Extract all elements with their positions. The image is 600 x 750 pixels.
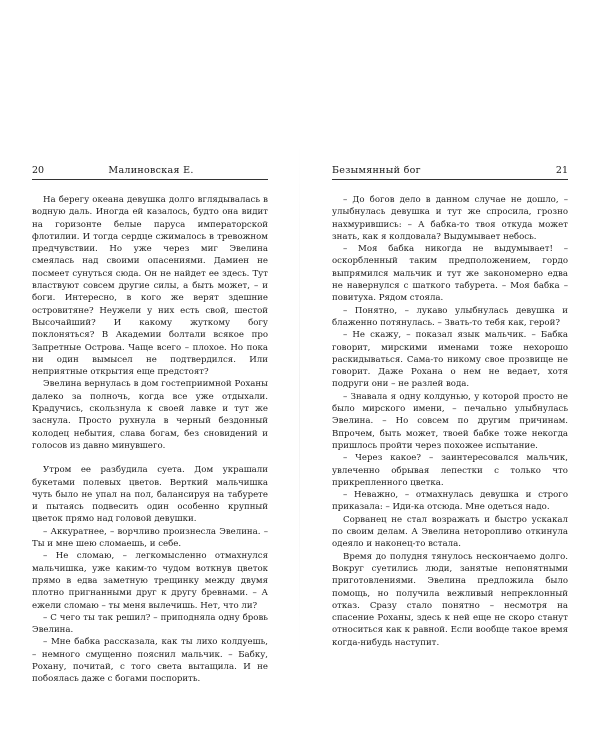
page-number: 20 — [32, 165, 45, 176]
left-running-head — [32, 165, 268, 180]
paragraph: Утром ее разбудила суета. Дом украшали букетами полевых цветов. Верткий мальчишка чуть было не упал на пол, балансируя на табурете и пытаясь подвесить один особенно крупный цветок прямо над головой девушки. — [32, 465, 268, 525]
paragraph: Сорванец не стал возражать и быстро ускакал по своим делам. А Эвелина неторопливо откинула одеяло и наконец-то встала. — [332, 514, 568, 550]
right-running-head — [332, 165, 568, 180]
page-number: 21 — [555, 165, 568, 176]
page-fold — [299, 140, 300, 660]
section-break — [32, 452, 268, 464]
running-title: Малиновская Е. — [108, 165, 194, 176]
paragraph: – До богов дело в данном случае не дошло, – улыбнулась девушка и тут же спросила, грозно нахмурившись: – А бабка-то твоя откуда может знать, как я колдовала? Выдумывает небось. — [332, 195, 568, 242]
paragraph: – Мне бабка рассказала, как ты лихо колдуешь, – немного смущенно пояснил мальчик. – Бабку, Рохану, почитай, с того света вытащила. И не побоялась даже с богами поспорить. — [32, 637, 268, 685]
paragraph: – Неважно, – отмахнулась девушка и строго приказала: – Иди-ка отсюда. Мне одеться надо. — [332, 490, 568, 513]
paragraph: – Не сломаю, – легкомысленно отмахнулся мальчишка, уже каким-то чудом воткнув цветок прямо в едва заметную трещинку между двумя плотно пригнанными друг к другу бревнами. – А ежели сломаю – ты меня вылечишь. Нет, что ли? — [32, 551, 268, 611]
running-title: Безымянный бог — [332, 165, 421, 176]
paragraph: – Через какое? – заинтересовался мальчик, увлеченно обрывая лепестки с только что прикрепленного цветка. — [332, 453, 568, 488]
paragraph: – Не скажу, – показал язык мальчик. – Бабка говорит, мирскими именами тоже нехорошо раскидываться. Сама-то никому свое прозвище не говорит. Даже Рохана о нем не ведает, хотя подруги они – не разлей вода. — [332, 330, 568, 390]
paragraph: – Аккуратнее, – ворчливо произнесла Эвелина. – Ты и мне шею сломаешь, и себе. — [32, 526, 268, 550]
right-body-text — [332, 194, 568, 649]
left-page — [32, 165, 268, 685]
paragraph: На берегу океана девушка долго вглядывалась в водную даль. Иногда ей казалось, будто она видит на горизонте белые паруса императорской флотилии. И тогда сердце сжималось в тревожном предчувствии. Но уже через миг Эвелина смеялась над своими опасениями. Дамиен не посмеет сунуться сюда. Он не найдет ее здесь. Тут властвуют совсем другие силы, а быть может, – и боги. Интересно, в кого же верят здешние островитяне? Неужели у них есть свой, шестой Высочайший? И какому жуткому богу поклоняться? В Академии болтали всякое про Запретные Острова. Чаще всего – плохое. Но пока ни один вымысел не подтвердился. Или неприятные открытия еще предстоят? — [32, 195, 268, 378]
paragraph: Время до полудня тянулось нескончаемо долго. Вокруг суетились люди, занятые непонятными приготовлениями. Эвелина предложила было помощь, но получила вежливый непреклонный отказ. Сразу стало понятно – несмотря на спасение Роханы, здесь к ней еще не скоро станут относиться как к равной. Если вообще такое время когда-нибудь наступит. — [332, 551, 568, 648]
paragraph: – Знавала я одну колдунью, у которой просто не было мирского имени, – печально улыбнулась Эвелина. – Но совсем по другим причинам. Впрочем, быть может, твоей бабке тоже некогда пришлось пройти через похожее испытание. — [332, 391, 568, 451]
paragraph: Эвелина вернулась в дом гостеприимной Роханы далеко за полночь, когда все уже отдыхали. Крадучись, скользнула к своей лавке и тут же заснула. Просто рухнула в черный бездонный колодец небытия, слава богам, без сновидений и голосов из давно минувшего. — [32, 379, 268, 451]
paragraph: – С чего ты так решил? – приподняла одну бровь Эвелина. — [32, 612, 268, 636]
right-page — [332, 165, 568, 648]
left-body-text — [32, 194, 268, 686]
paragraph: – Понятно, – лукаво улыбнулась девушка и блаженно потянулась. – Звать-то тебя как, герой? — [332, 305, 568, 328]
paragraph: – Моя бабка никогда не выдумывает! – оскорбленный таким предположением, гордо выпрямился мальчик и тут же закономерно едва не навернулся с шаткого табурета. – Моя бабка – повитуха. Рядом стояла. — [332, 244, 568, 304]
